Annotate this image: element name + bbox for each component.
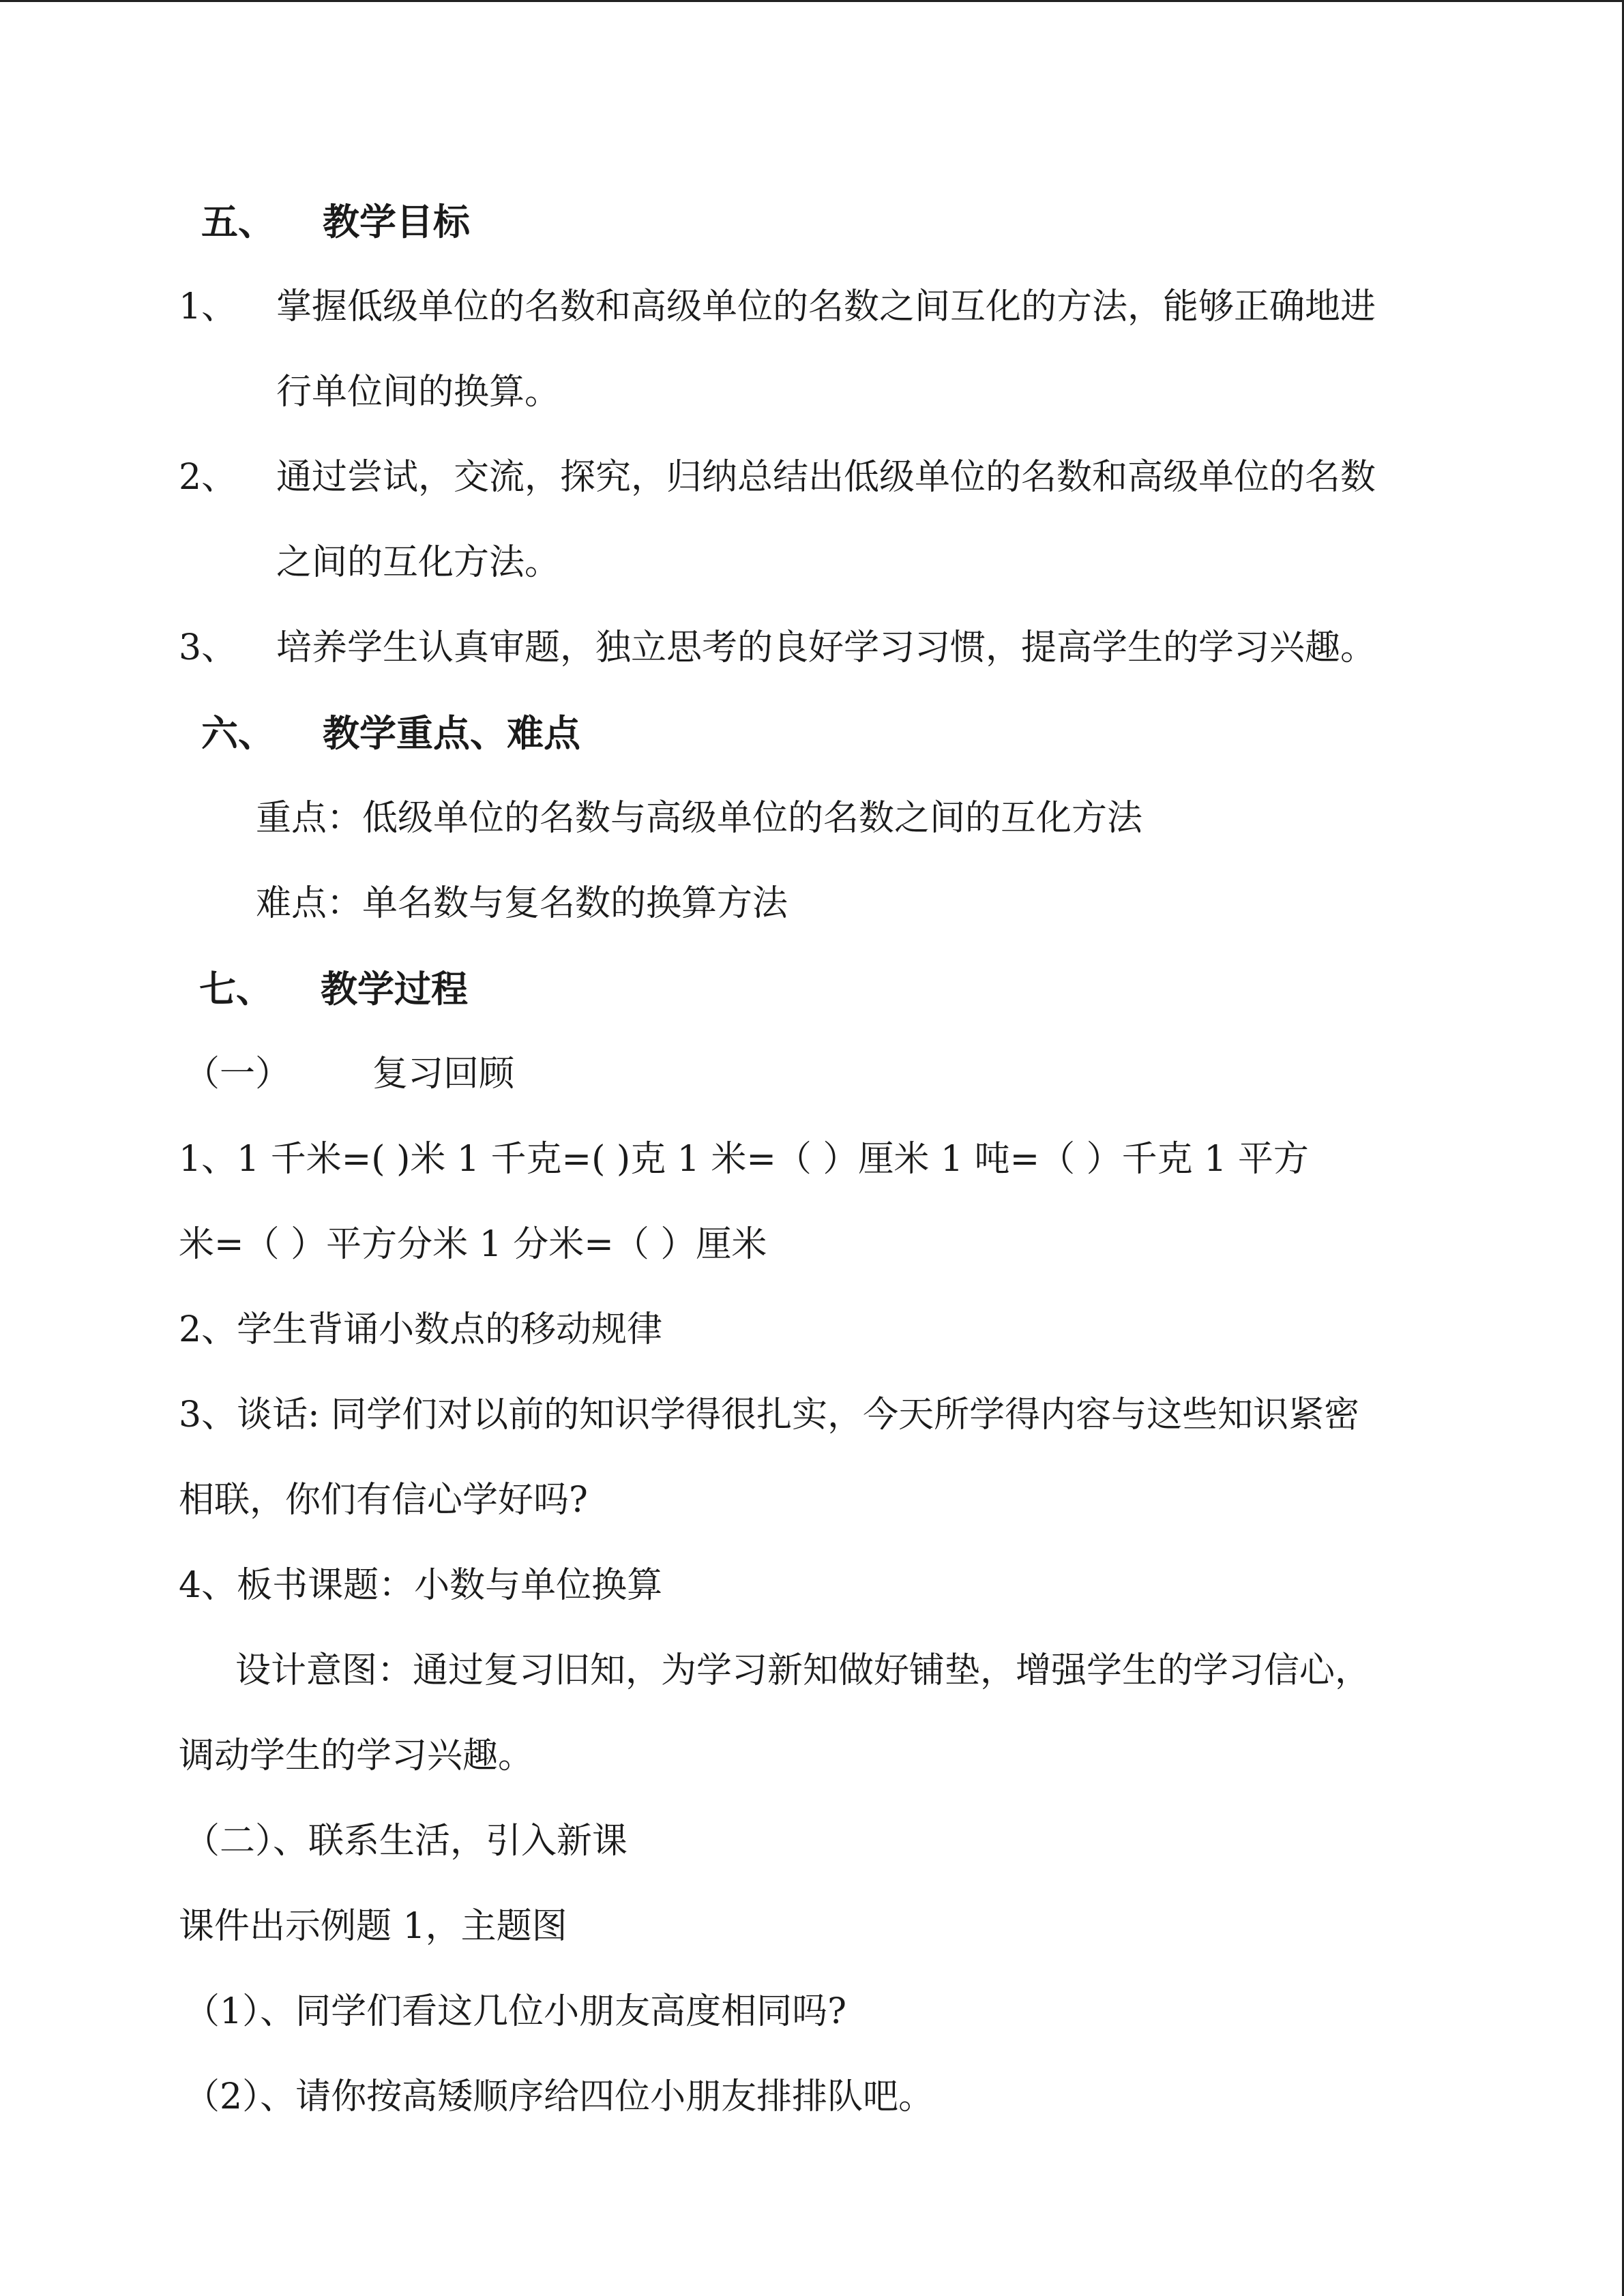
question-2: （2）、请你按高矮顺序给四位小朋友排排队吧。 [184,2076,934,2117]
design-intent-line-2: 调动学生的学习兴趣。 [179,1735,534,1776]
question-1: （1）、同学们看这几位小朋友高度相同吗? [184,1991,846,2032]
goal-2-line-2: 之间的互化方法。 [276,542,561,583]
courseware-line: 课件出示例题 1，主题图 [179,1906,567,1947]
part2-heading: （二）、联系生活，引入新课 [184,1821,628,1862]
goal-2-line-1: 通过尝试，交流，探究，归纳总结出低级单位的名数和高级单位的名数 [276,457,1376,498]
section7-num: 七、 [199,967,273,1011]
goal-1-num: 1、 [179,286,237,327]
goal-3-line-1: 培养学生认真审题，独立思考的良好学习习惯，提高学生的学习兴趣。 [276,627,1376,668]
review-line-5: 相联，你们有信心学好吗? [179,1480,588,1521]
review-line-3: 2、学生背诵小数点的移动规律 [179,1309,663,1350]
design-intent-line-1: 设计意图：通过复习旧知，为学习新知做好铺垫，增强学生的学习信心， [235,1650,1371,1691]
section6-title: 教学重点、难点 [323,711,580,755]
section5-num: 五、 [201,200,275,243]
goal-1-line-2: 行单位间的换算。 [276,372,561,413]
part1-heading [184,1050,514,1098]
section6-heading [201,709,580,757]
difficulty: 难点：单名数与复名数的换算方法 [256,883,788,924]
goal-2-num: 2、 [179,457,237,498]
section6-num: 六、 [201,711,275,755]
review-line-6: 4、板书课题：小数与单位换算 [179,1565,663,1606]
page-top-border [0,0,1624,2]
section7-heading [199,965,468,1013]
section7-title: 教学过程 [321,967,468,1011]
section5-title: 教学目标 [323,200,470,243]
section5-heading [201,198,470,245]
part1-title: 复习回顾 [372,1054,515,1094]
goal-1-line-1: 掌握低级单位的名数和高级单位的名数之间互化的方法，能够正确地进 [276,286,1376,327]
key-point: 重点：低级单位的名数与高级单位的名数之间的互化方法 [256,798,1143,839]
review-line-1: 1、1 千米=( )米 1 千克=( )克 1 米=（ ）厘米 1 吨=（ ）千克 1 平方 [179,1139,1309,1180]
review-line-2: 米=（ ）平方分米 1 分米=（ ）厘米 [179,1224,767,1265]
goal-3-num: 3、 [179,627,237,668]
review-line-4: 3、谈话: 同学们对以前的知识学得很扎实，今天所学得内容与这些知识紧密 [179,1395,1360,1435]
part1-num: （一） [184,1054,291,1094]
